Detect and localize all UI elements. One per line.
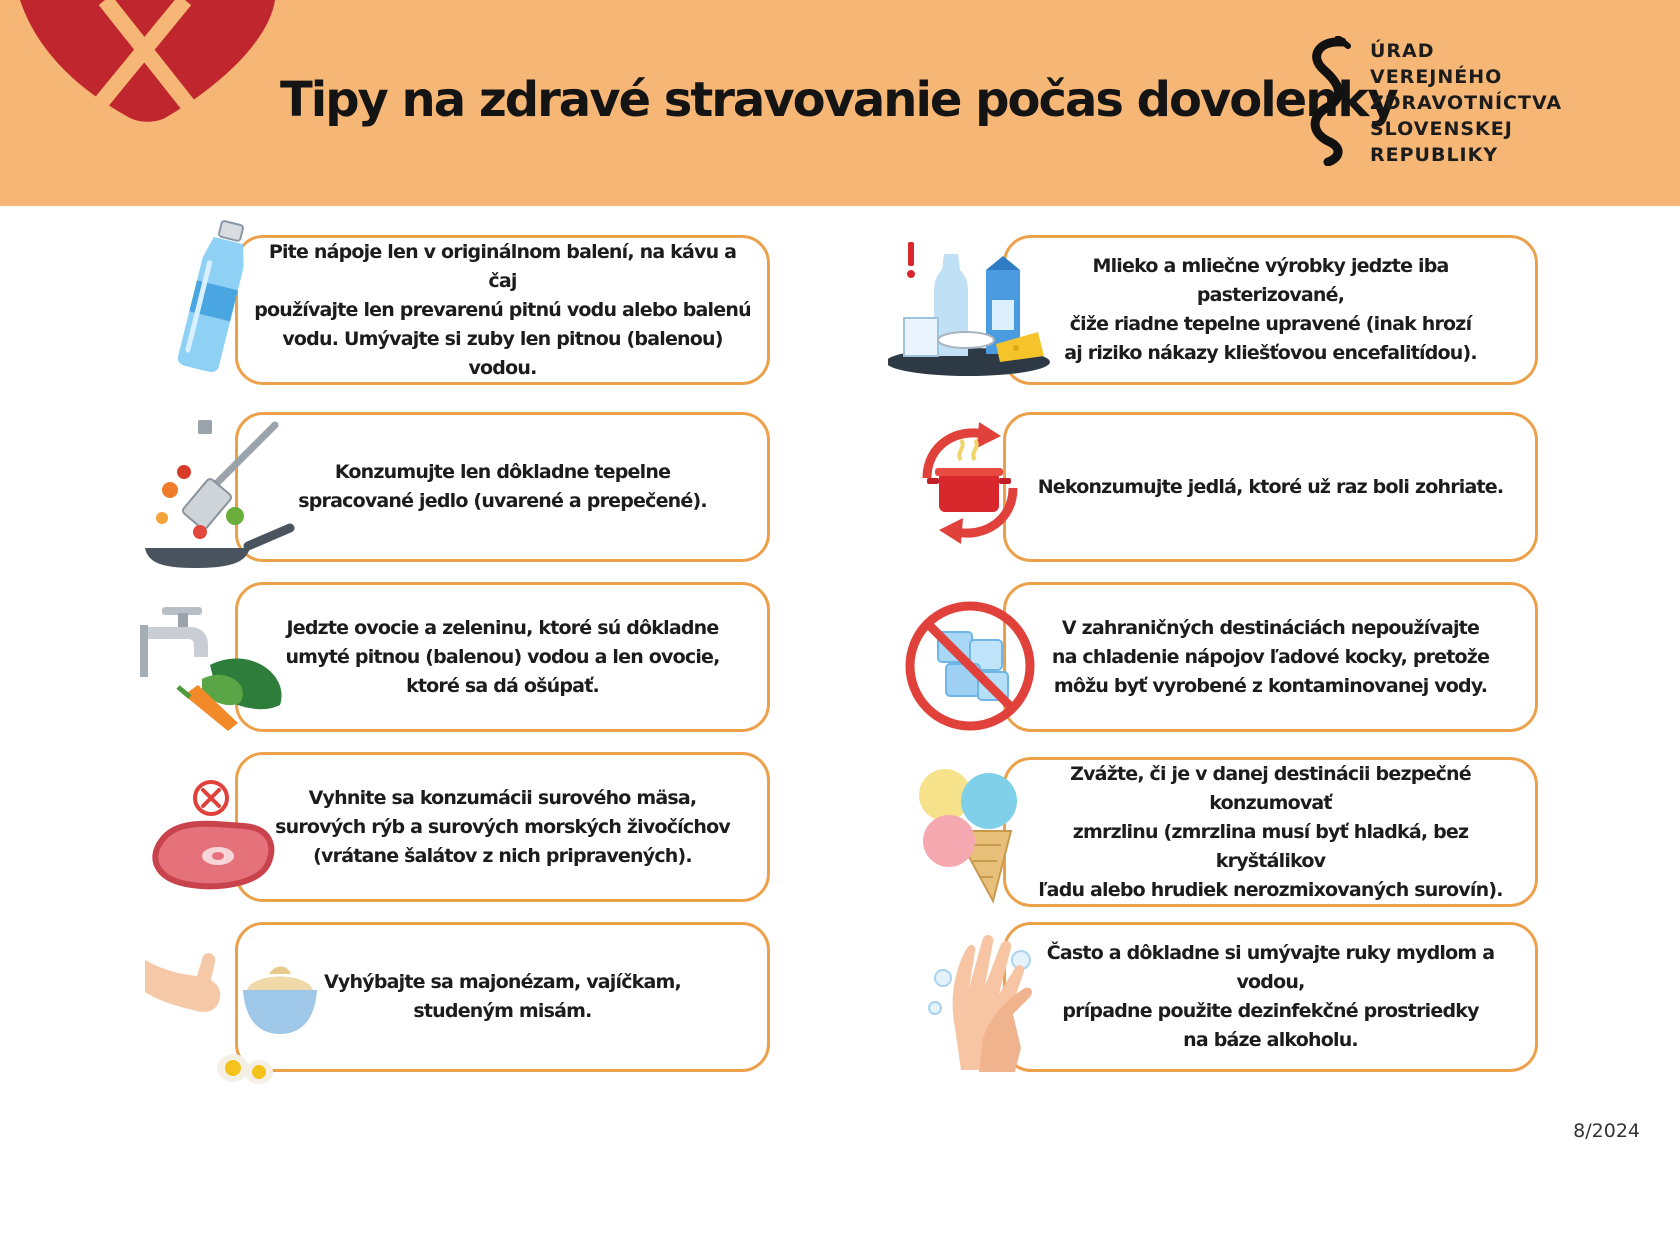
issue-date: 8/2024 [1573, 1120, 1640, 1142]
heart-logo-icon [0, 0, 290, 125]
tip-text: V zahraničných destináciách nepoužívajte na chladenie nápojov ľadové kocky, pretože môžu byť vyrobené z kontaminovanej vody. [1051, 616, 1490, 697]
no-ice-cubes-icon [902, 598, 1038, 734]
faucet-vegetables-icon [140, 605, 290, 735]
institution-name: ÚRAD VEREJNÉHO ZDRAVOTNÍCTVA SLOVENSKEJ REPUBLIKY [1370, 40, 1563, 166]
tip-text: Vyhýbajte sa majonézam, vajíčkam, studeným misám. [324, 971, 681, 1022]
ice-cream-icon [915, 765, 1025, 905]
tip-text: Jedzte ovocie a zeleninu, ktoré sú dôkladne umyté pitnou (balenou) vodou a len ovocie, ktoré sa dá ošúpať. [285, 616, 720, 697]
tip-card-ice-cubes [1003, 582, 1538, 732]
tip-card-raw-meat [235, 752, 770, 902]
tip-card-cooked-food [235, 412, 770, 562]
header-banner [0, 0, 1680, 206]
tip-text: Zvážte, či je v danej destinácii bezpečné konzumovať zmrzlinu (zmrzlina musí byť hladká, bez kryštálikov ľadu alebo hrudiek nerozmixovaných surovín). [1038, 762, 1503, 901]
tip-text: Nekonzumujte jedlá, ktoré už raz boli zohriate. [1037, 475, 1504, 498]
tip-card-handwashing [1003, 922, 1538, 1072]
raw-meat-icon [148, 780, 278, 900]
reheating-pot-icon [905, 418, 1035, 548]
tip-text: Mlieko a mliečne výrobky jedzte iba pasterizované, čiže riadne tepelne upravené (inak hrozí aj riziko nákazy kliešťovou encefalitídou). [1064, 255, 1477, 364]
tip-text: Často a dôkladne si umývajte ruky mydlom a vodou, prípadne použite dezinfekčné prostriedky na báze alkoholu. [1046, 942, 1495, 1051]
tip-card-ice-cream [1003, 757, 1538, 907]
handwashing-icon [925, 928, 1040, 1078]
tip-card-drinks [235, 235, 770, 385]
water-bottle-icon [170, 215, 260, 375]
tip-text: Vyhnite sa konzumácii surového mäsa, surových rýb a surových morských živočíchov (vrátane šalátov z nich pripravených). [275, 786, 730, 867]
aesculapius-logo-icon [1302, 36, 1352, 166]
page-title: Tipy na zdravé stravovanie počas dovolenky [280, 72, 1397, 128]
frying-pan-icon [140, 420, 300, 580]
tip-card-reheated-food [1003, 412, 1538, 562]
tip-text: Konzumujte len dôkladne tepelne spracované jedlo (uvarené a prepečené). [298, 461, 707, 512]
tip-card-fruit-vegetables [235, 582, 770, 732]
dairy-products-icon [888, 240, 1058, 380]
tip-text: Pite nápoje len v originálnom balení, na kávu a čaj používajte len prevarenú pitnú vodu alebo balenú vodu. Umývajte si zuby len pitnou (balenou) vodou. [254, 240, 751, 379]
tip-card-dairy [1003, 235, 1538, 385]
mayonnaise-eggs-icon [145, 950, 330, 1090]
